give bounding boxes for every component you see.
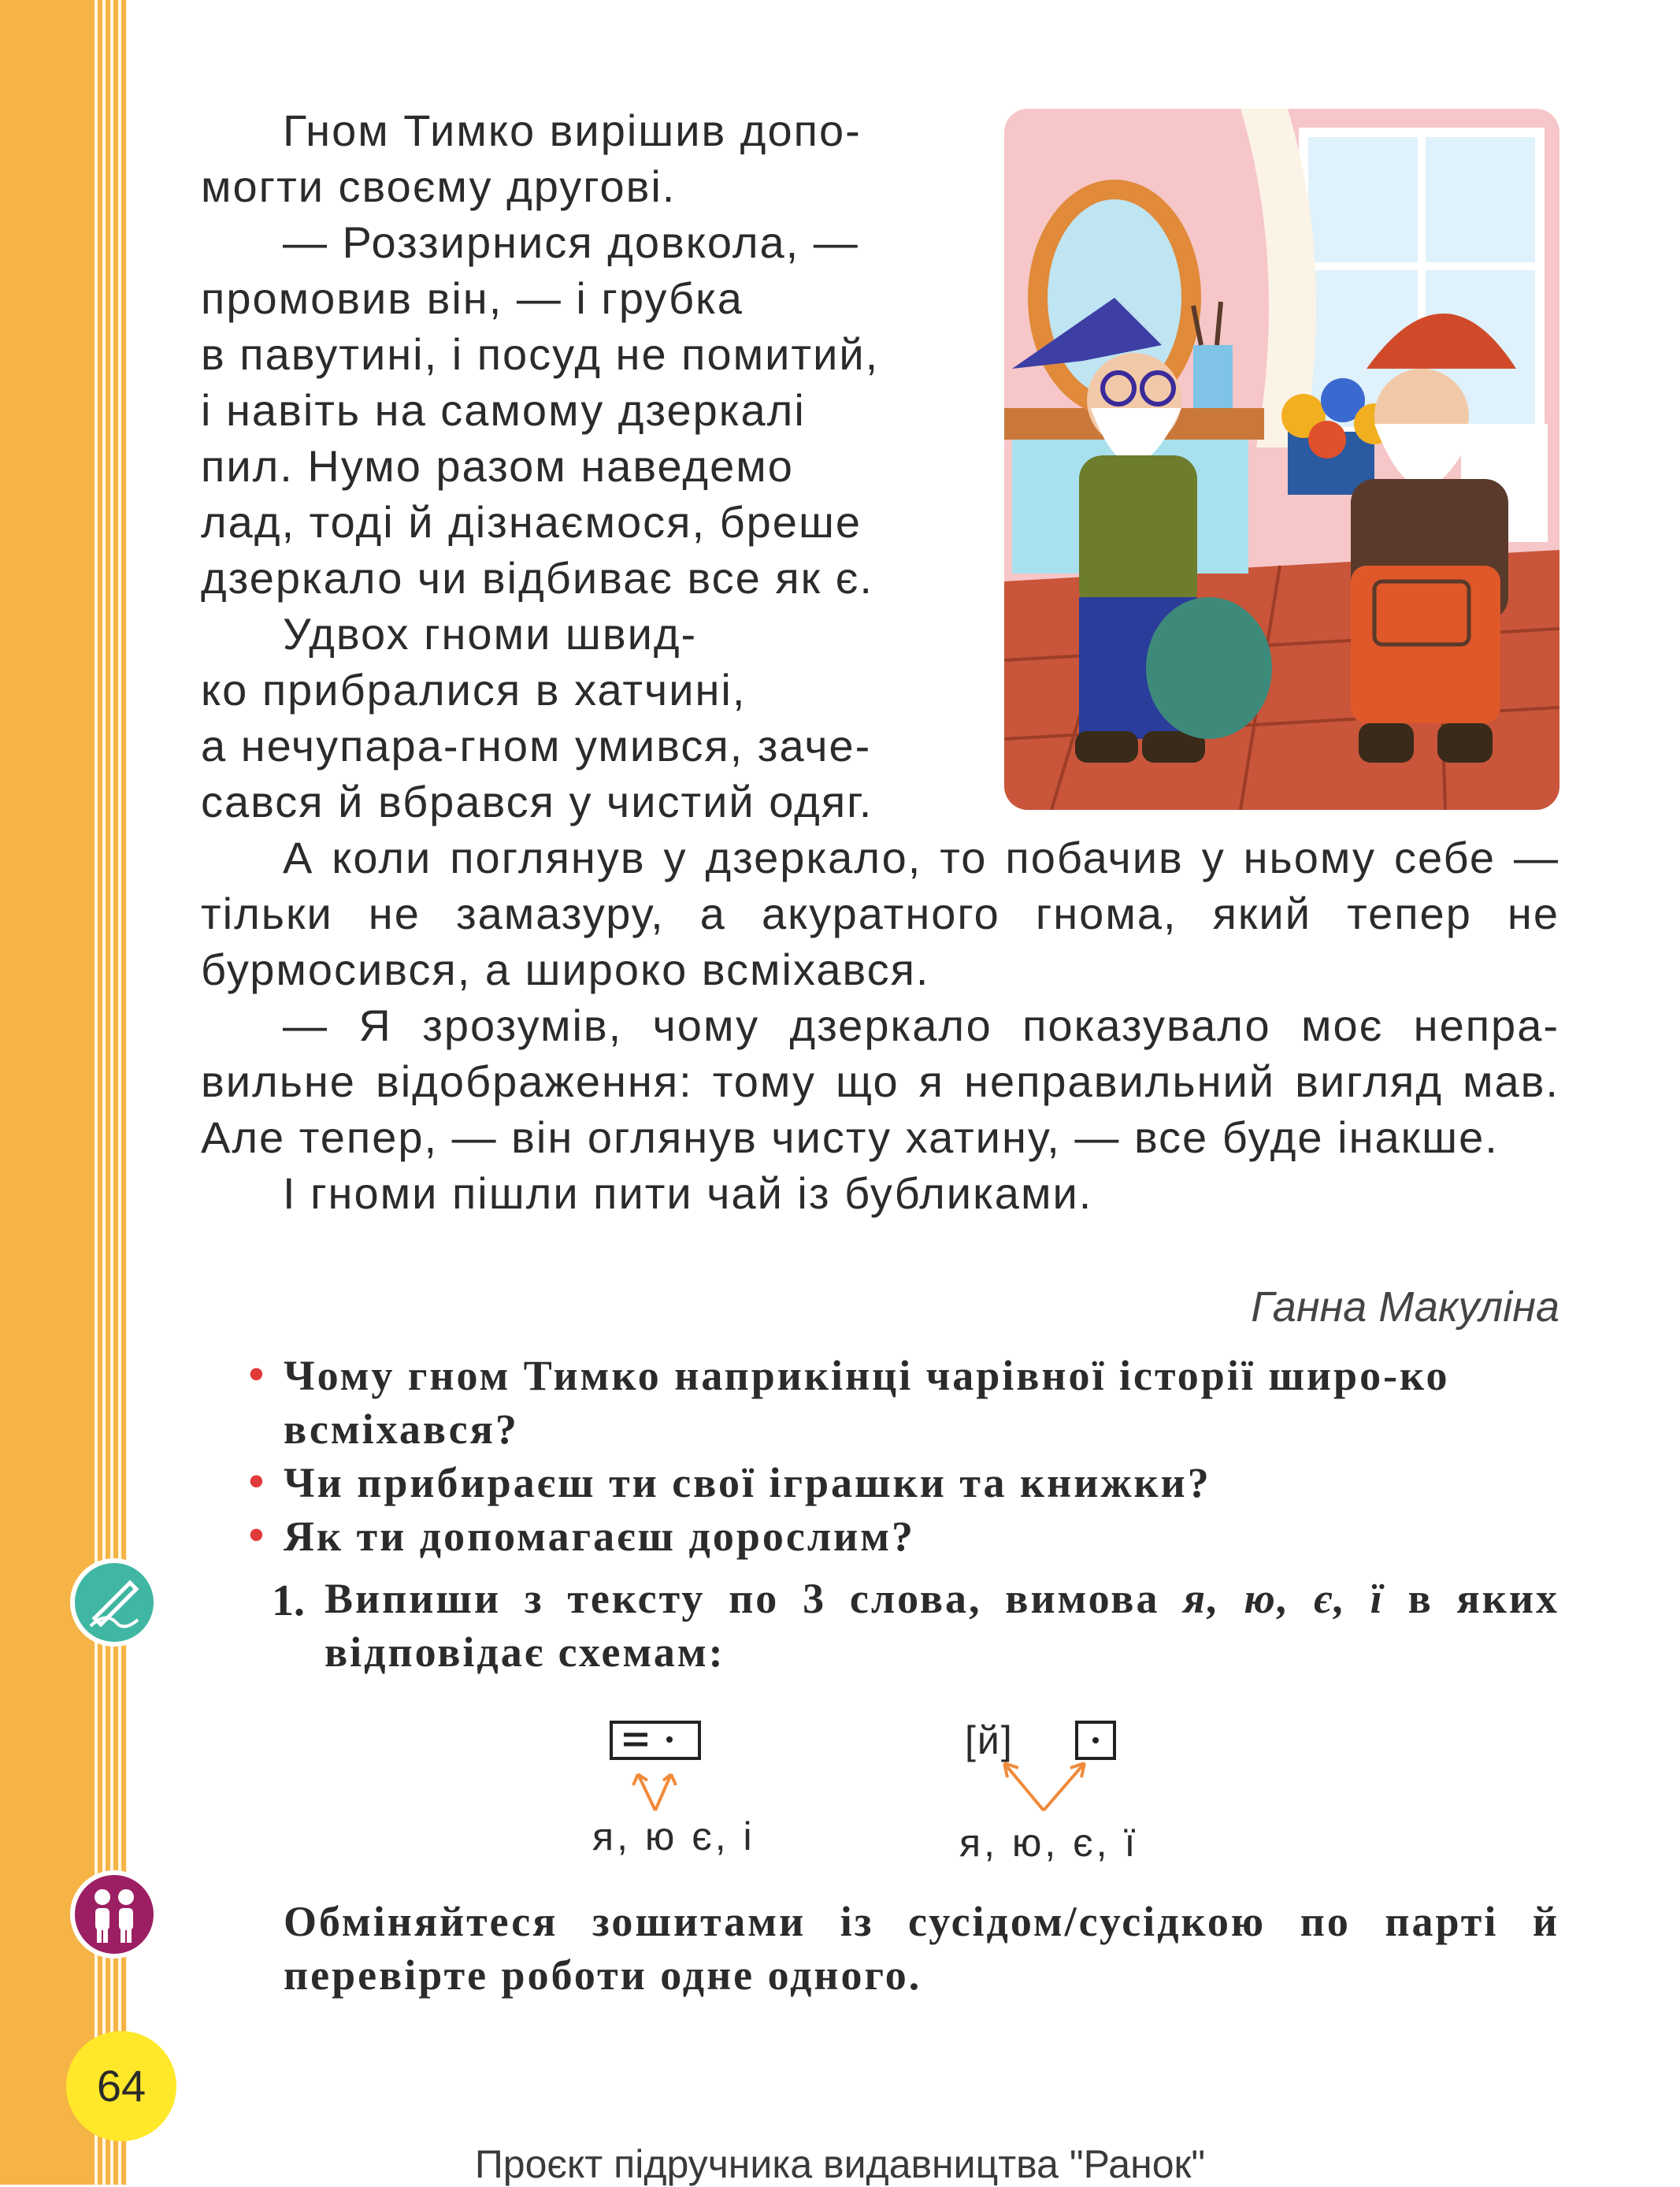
story-block-1 [201,102,957,830]
question-item [249,1509,1559,1563]
scheme-1-diagram [606,1717,709,1812]
story-line: Гном Тимко вирішив допо- [283,106,862,155]
story-line: могти своєму другові. [201,162,677,211]
scheme-1-letters: я, ю є, і [592,1814,755,1858]
question-text: Чому гном Тимко наприкінці чарівної історії широ-ко всміхався? [284,1352,1450,1453]
story-line: лад, тоді й дізнаємося, бреше [201,497,862,547]
bullet-dot: • [249,1457,266,1505]
story-line: і навіть на самому дзеркалі [201,385,806,435]
scheme-2-sound: [й] [965,1718,1014,1762]
story-line: сався й вбрався у чистий одяг. [201,777,873,826]
scheme-2-letters: я, ю, є, ї [959,1821,1139,1865]
story-paragraph: А коли поглянув у дзеркало, то побачив у ньому себе — тільки не замазуру, а акуратного гнома, який тепер не бурмосився, а широко всміхався. [201,833,1559,994]
pen-writing-icon [70,1558,158,1647]
story-line: в павутині, і посуд не помитий, [201,329,880,379]
task-text-end: в яких відповідає схемам: [325,1575,1559,1676]
story-line: промовив він, — і грубка [201,273,744,323]
story-paragraph: — Я зрозумів, чому дзеркало показувало моє непра-вильне відображення: тому що я неправильний вигляд мав. Але тепер, — він оглянув чисту хатину, — все буде інакше. [201,1001,1559,1162]
story-line: ко прибралися в хатчині, [201,665,747,715]
gnomes-illustration [1004,109,1559,810]
question-item [249,1456,1559,1509]
story-line: — Роззирнися довкола, — [283,217,859,267]
side-stripe-lines [95,0,128,2185]
bullet-dot: • [249,1350,266,1398]
pair-work-icon [70,1870,158,1959]
bullet-dot: • [249,1511,266,1558]
story-line: пил. Нумо разом наведемо [201,441,794,491]
story-paragraph: І гноми пішли пити чай із бубликами. [283,1168,1093,1218]
scheme-2-diagram [988,1717,1130,1812]
author-name: Ганна Макуліна [1251,1283,1559,1331]
page-number: 64 [66,2031,176,2141]
story-line: Удвох гноми швид- [283,609,698,659]
exchange-instruction: Обміняйтеся зошитами із сусідом/сусідкою по парті й перевірте роботи одне одного. [284,1898,1559,1999]
footer-note: Проєкт підручника видавництва "Ранок" [474,2142,1206,2186]
story-line: а нечупара-гном умився, заче- [201,721,872,770]
story-block-2 [201,830,1559,1221]
question-item [249,1349,1559,1456]
task-text [325,1572,1559,1679]
story-line: дзеркало чи відбиває все як є. [201,553,873,603]
task-text-start: Випиши з тексту по 3 слова, вимова [325,1575,1184,1622]
question-text: Чи прибираєш ти свої іграшки та книжки? [284,1459,1211,1506]
question-text: Як ти допомагаєш дорослим? [284,1513,916,1560]
task-number: 1. [272,1576,305,1625]
task-letters: я, ю, є, ї [1183,1575,1385,1622]
